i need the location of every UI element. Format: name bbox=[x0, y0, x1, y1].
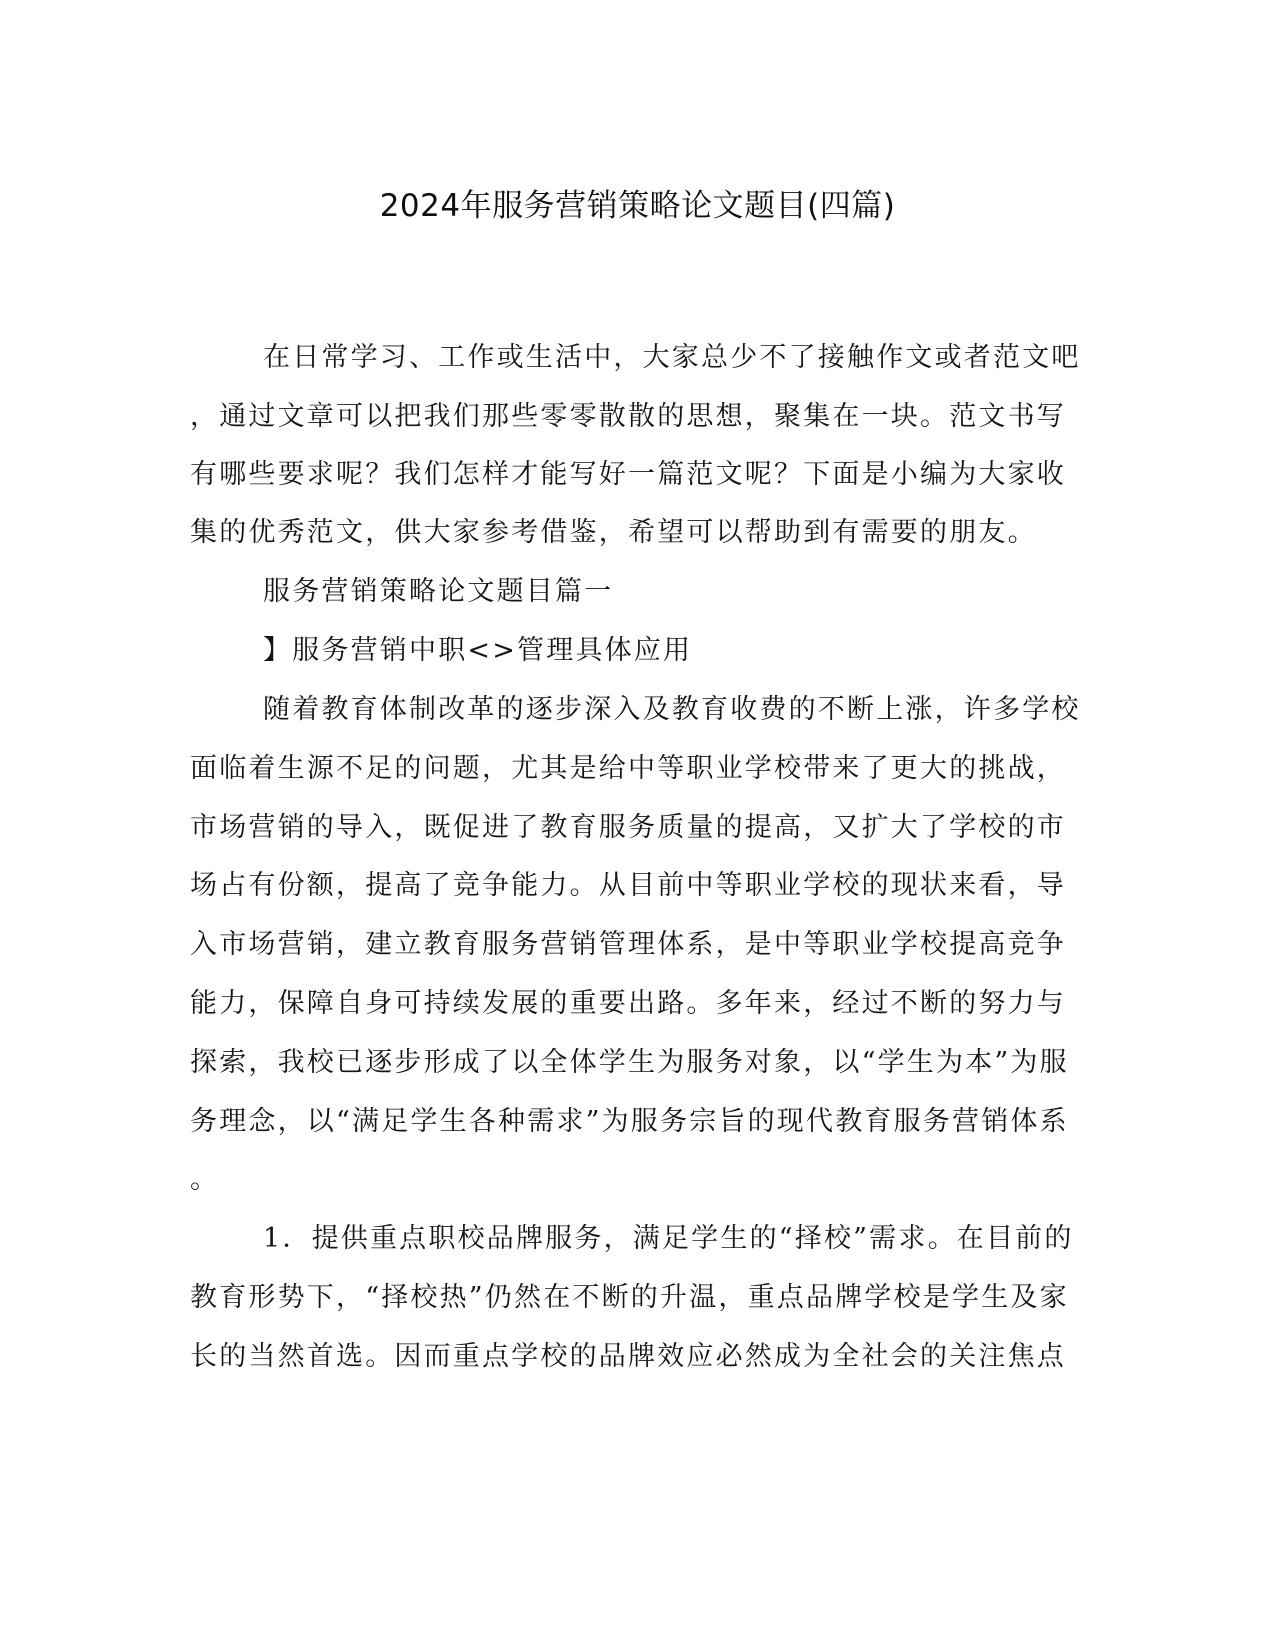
paragraph-line: 。 bbox=[190, 1164, 220, 1195]
paragraph-line: 在日常学习、工作或生活中，大家总少不了接触作文或者范文吧 bbox=[263, 342, 1081, 373]
paragraph-line: 入市场营销，建立教育服务营销管理体系，是中等职业学校提高竞争 bbox=[190, 929, 1066, 960]
section-heading: 服务营销策略论文题目篇一 bbox=[263, 576, 614, 607]
paragraph-line: 有哪些要求呢？我们怎样才能写好一篇范文呢？下面是小编为大家收 bbox=[190, 459, 1066, 490]
paragraph-line: 务理念，以“满足学生各种需求”为服务宗旨的现代教育服务营销体系 bbox=[190, 1106, 1069, 1137]
paragraph-line: 面临着生源不足的问题，尤其是给中等职业学校带来了更大的挑战， bbox=[190, 753, 1066, 784]
paragraph-line: 长的当然首选。因而重点学校的品牌效应必然成为全社会的关注焦点 bbox=[190, 1341, 1066, 1372]
paragraph-line: 能力，保障自身可持续发展的重要出路。多年来，经过不断的努力与 bbox=[190, 988, 1066, 1019]
paragraph-line: 教育形势下，“择校热”仍然在不断的升温，重点品牌学校是学生及家 bbox=[190, 1282, 1069, 1313]
paragraph-line: 随着教育体制改革的逐步深入及教育收费的不断上涨，许多学校 bbox=[263, 694, 1081, 725]
paragraph-line: 场占有份额，提高了竞争能力。从目前中等职业学校的现状来看，导 bbox=[190, 870, 1066, 901]
paragraph-line: 市场营销的导入，既促进了教育服务质量的提高，又扩大了学校的市 bbox=[190, 812, 1066, 843]
paragraph-line: 1．提供重点职校品牌服务，满足学生的“择校”需求。在目前的 bbox=[263, 1223, 1074, 1254]
document-title: 2024年服务营销策略论文题目(四篇) bbox=[379, 188, 896, 224]
paragraph-line: 集的优秀范文，供大家参考借鉴，希望可以帮助到有需要的朋友。 bbox=[190, 517, 1037, 548]
paragraph-line: 探索，我校已逐步形成了以全体学生为服务对象，以“学生为本”为服 bbox=[190, 1047, 1069, 1078]
section-subheading: 】服务营销中职<>管理具体应用 bbox=[263, 635, 693, 666]
paragraph-line: ，通过文章可以把我们那些零零散散的思想，聚集在一块。范文书写 bbox=[190, 401, 1066, 432]
